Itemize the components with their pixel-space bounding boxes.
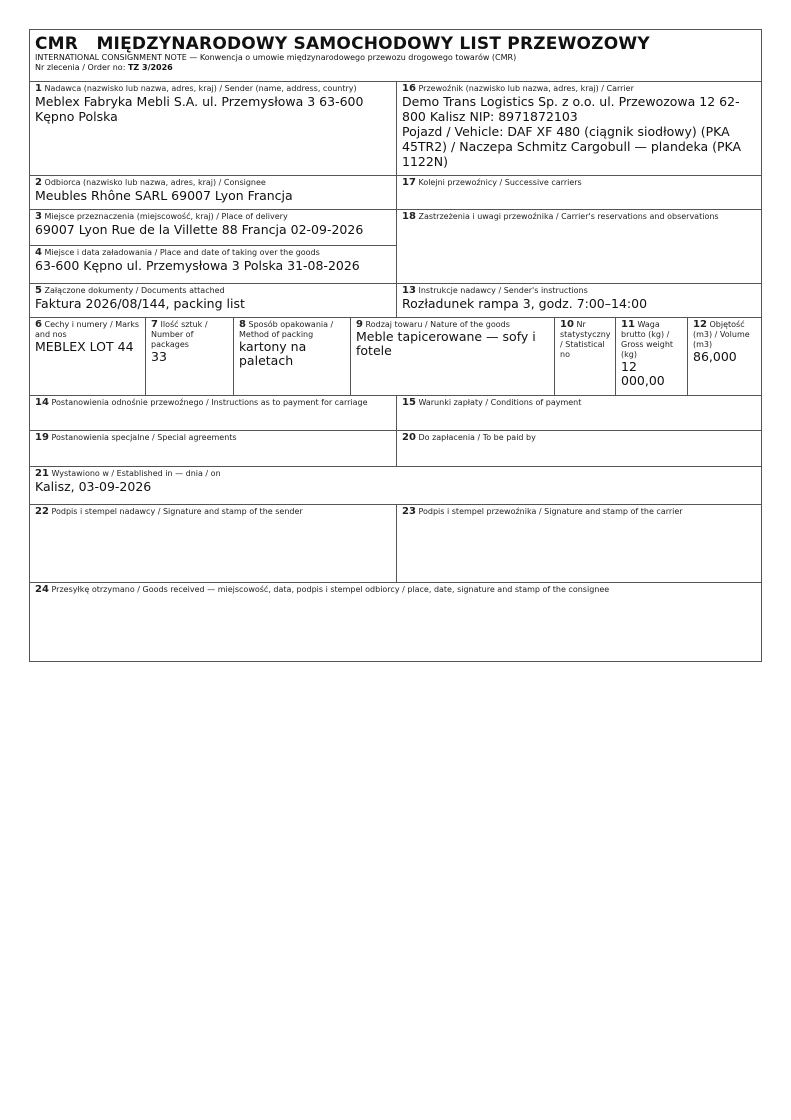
loading-value: 63-600 Kępno ul. Przemysłowa 3 Polska 31-08-2026: [35, 258, 360, 273]
box-place-of-delivery: [30, 209, 396, 245]
box-number: 17: [402, 177, 416, 188]
box-number: 12: [693, 319, 707, 330]
box-number: 23: [402, 506, 416, 517]
box-label: Postanowienia specjalne / Special agreements: [51, 433, 237, 442]
box-number: 16: [402, 83, 416, 94]
box-carrier-signature: [396, 504, 761, 582]
order-label: Nr zlecenia / Order no:: [35, 63, 126, 72]
box-label: Do zapłacenia / To be paid by: [418, 433, 536, 442]
box-label: Wystawiono w / Established in — dnia / on: [51, 469, 221, 478]
box-sender-instructions: [396, 283, 761, 317]
box-label: Przesyłkę otrzymano / Goods received — miejscowość, data, podpis i stempel odbiorcy / place, date, signature and stamp of the consignee: [51, 585, 610, 594]
box-packing: [233, 317, 350, 395]
packages-value: 33: [151, 349, 167, 364]
form-title: CMR MIĘDZYNARODOWY SAMOCHODOWY LIST PRZEWOZOWY: [35, 34, 650, 54]
box-label: Przewoźnik (nazwisko lub nazwa, adres, kraj) / Carrier: [418, 84, 634, 93]
box-number: 6: [35, 319, 42, 330]
box-label: Zastrzeżenia i uwagi przewoźnika / Carrier's reservations and observations: [418, 212, 719, 221]
box-label: Miejsce i data załadowania / Place and date of taking over the goods: [44, 248, 320, 257]
box-number: 3: [35, 211, 42, 222]
box-number: 1: [35, 83, 42, 94]
box-label: Podpis i stempel przewoźnika / Signature and stamp of the carrier: [418, 507, 683, 516]
box-consignee: [30, 175, 396, 209]
box-to-be-paid-by: [396, 430, 761, 466]
box-carrier: [396, 81, 761, 175]
carrier-vehicle: Pojazd / Vehicle: DAF XF 480 (ciągnik siodłowy) (PKA 45TR2) / Naczepa Schmitz Cargobull — plandeka (PKA 1122N): [402, 124, 742, 169]
box-label: Cechy i numery / Marks and nos: [35, 320, 140, 339]
box-nature-of-goods: [350, 317, 554, 395]
box-number: 21: [35, 468, 49, 479]
box-number: 11: [621, 319, 635, 330]
box-packages: [145, 317, 233, 395]
box-label: Odbiorca (nazwisko lub nazwa, adres, kraj) / Consignee: [44, 178, 266, 187]
box-number: 22: [35, 506, 49, 517]
weight-value: 12 000,00: [621, 359, 665, 388]
box-number: 19: [35, 432, 49, 443]
delivery-value: 69007 Lyon Rue de la Villette 88 Francja 02-09-2026: [35, 222, 364, 237]
order-value: TZ 3/2026: [127, 63, 173, 72]
established-value: Kalisz, 03-09-2026: [35, 479, 152, 494]
carrier-value: Demo Trans Logistics Sp. z o.o. ul. Przewozowa 12 62-800 Kalisz NIP: 8971872103: [402, 94, 740, 124]
box-label: Instrukcje nadawcy / Sender's instructions: [418, 286, 588, 295]
box-label: Załączone dokumenty / Documents attached: [44, 286, 225, 295]
box-carrier-reservations: [396, 209, 761, 283]
box-statistical-no: [554, 317, 615, 395]
form-header: [30, 30, 761, 81]
box-sender-signature: [30, 504, 396, 582]
instructions-value: Rozładunek rampa 3, godz. 7:00–14:00: [402, 296, 648, 311]
sender-value: Meblex Fabryka Mebli S.A. ul. Przemysłowa 3 63-600 Kępno Polska: [35, 94, 364, 124]
box-number: 14: [35, 397, 49, 408]
box-number: 15: [402, 397, 416, 408]
box-label: Nr statystyczny / Statistical no: [560, 320, 611, 359]
consignee-value: Meubles Rhône SARL 69007 Lyon Francja: [35, 188, 293, 203]
box-marks: [30, 317, 145, 395]
box-documents-attached: [30, 283, 396, 317]
box-successive-carriers: [396, 175, 761, 209]
box-number: 10: [560, 319, 574, 330]
box-number: 18: [402, 211, 416, 222]
box-number: 20: [402, 432, 416, 443]
cmr-form: [29, 29, 762, 662]
box-label: Podpis i stempel nadawcy / Signature and stamp of the sender: [51, 507, 303, 516]
box-payment-instructions: [30, 395, 396, 430]
box-sender: [30, 81, 396, 175]
box-number: 9: [356, 319, 363, 330]
box-volume: [687, 317, 761, 395]
box-number: 7: [151, 319, 158, 330]
order-number: [35, 63, 756, 73]
box-number: 13: [402, 285, 416, 296]
goods-value: Meble tapicerowane — sofy i fotele: [356, 329, 536, 358]
box-goods-received: [30, 582, 761, 661]
box-label: Postanowienia odnośnie przewoźnego / Instructions as to payment for carriage: [51, 398, 368, 407]
box-special-agreements: [30, 430, 396, 466]
box-label: Sposób opakowania / Method of packing: [239, 320, 334, 339]
box-number: 5: [35, 285, 42, 296]
box-label: Objętość (m3) / Volume (m3): [693, 320, 750, 349]
box-label: Waga brutto (kg) / Gross weight (kg): [621, 320, 674, 359]
box-established-in: [30, 466, 761, 504]
box-label: Miejsce przeznaczenia (miejscowość, kraj) / Place of delivery: [44, 212, 288, 221]
box-label: Ilość sztuk / Number of packages: [151, 320, 208, 349]
box-number: 2: [35, 177, 42, 188]
packing-value: kartony na paletach: [239, 339, 307, 368]
box-label: Nadawca (nazwisko lub nazwa, adres, kraj) / Sender (name, address, country): [44, 84, 357, 93]
box-place-of-loading: [30, 245, 396, 283]
form-subtitle: INTERNATIONAL CONSIGNMENT NOTE — Konwencja o umowie międzynarodowego przewozu drogowego towarów (CMR): [35, 53, 517, 62]
box-label: Warunki zapłaty / Conditions of payment: [418, 398, 582, 407]
box-number: 24: [35, 584, 49, 595]
volume-value: 86,000: [693, 349, 737, 364]
box-number: 4: [35, 247, 42, 258]
box-label: Kolejni przewoźnicy / Successive carriers: [418, 178, 582, 187]
marks-value: MEBLEX LOT 44: [35, 339, 134, 354]
box-label: Rodzaj towaru / Nature of the goods: [365, 320, 510, 329]
documents-value: Faktura 2026/08/144, packing list: [35, 296, 245, 311]
box-gross-weight: [615, 317, 687, 395]
box-number: 8: [239, 319, 246, 330]
box-payment-conditions: [396, 395, 761, 430]
